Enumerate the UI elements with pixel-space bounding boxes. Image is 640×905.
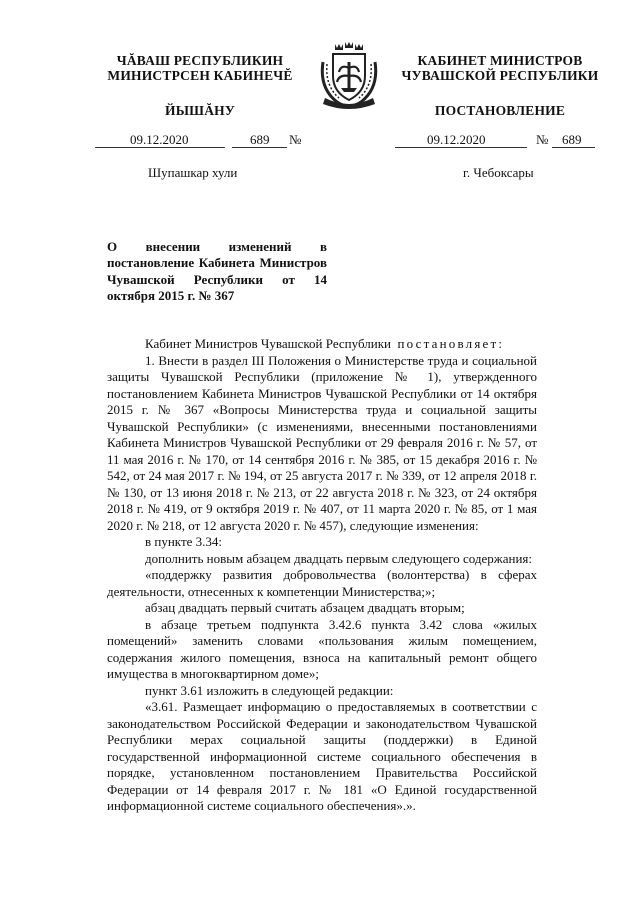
right-number-underline <box>552 147 595 148</box>
header-right-line2: ЧУВАШСКОЙ РЕСПУБЛИКИ <box>401 68 599 83</box>
header-right-line1: КАБИНЕТ МИНИСТРОВ <box>417 53 583 68</box>
left-number-sign: № <box>289 132 302 147</box>
body-paragraph: в пункте 3.34: <box>145 534 223 549</box>
body-paragraph: 1. Внести в раздел III Положения о Министерстве труда и социальной защиты Чувашской Республики (приложение № 1), утвержденного постановлением Кабинета Министров Чувашской Республики от 14 октября 2015 г. № 367 «Вопросы Министерства труда и социальной защиты Чувашской Республики» (с изменениями, внесенными постановлениями Кабинета Министров Чувашской Республики от 29 февраля 2016 г. № 57, от 11 мая 2016 г. № 170, от 14 сентября 2016 г. № 385, от 15 декабря 2016 г. № 542, от 24 мая 2017 г. № 194, от 25 августа 2017 г. № 339, от 12 апреля 2018 г. № 130, от 13 июня 2018 г. № 213, от 22 августа 2018 г. № 323, от 24 октября 2018 г. № 419, от 9 октября 2019 г. № 407, от 11 марта 2020 г. № 85, от 1 мая 2020 г. № 218, от 12 августа 2020 г. № 457), следующие изменения: <box>107 352 537 533</box>
right-city: г. Чебоксары <box>463 165 534 180</box>
right-number-sign: № <box>536 132 549 147</box>
body-paragraph: абзац двадцать первый считать абзацем двадцать вторым; <box>145 600 465 615</box>
left-date-underline <box>95 147 225 148</box>
header-left-kind: ЙЫШĂНУ <box>165 103 235 118</box>
left-number: 689 <box>250 132 270 147</box>
left-number-underline <box>232 147 287 148</box>
header-left-line2: МИНИСТРСЕН КАБИНЕЧĔ <box>107 68 293 83</box>
document-body <box>107 336 537 815</box>
header-left-block <box>100 53 300 83</box>
header-right-block <box>390 53 610 83</box>
header-right-kind: ПОСТАНОВЛЕНИЕ <box>434 103 566 118</box>
document-subject: О внесении изменений в постановление Кабинета Министров Чувашской Республики от 14 октября 2015 г. № 367 <box>107 239 327 304</box>
body-paragraph: в абзаце третьем подпункта 3.42.6 пункта 3.42 слова «жилых помещений» заменить словами «пользования жилым помещением, содержания жилого помещения, взноса на капитальный ремонт общего имущества в многоквартирном доме»; <box>107 616 537 681</box>
left-city: Шупашкар хули <box>148 165 238 180</box>
right-date: 09.12.2020 <box>427 132 486 147</box>
body-paragraph: «поддержку развития добровольчества (волонтерства) в сферах деятельности, отнесенных к компетенции Министерства;»; <box>107 567 537 599</box>
right-number: 689 <box>562 132 582 147</box>
right-date-underline <box>395 147 527 148</box>
intro-paragraph <box>107 336 537 353</box>
body-paragraph: пункт 3.61 изложить в следующей редакции: <box>145 682 394 698</box>
intro-spaced: постановляет: <box>397 336 505 351</box>
intro-prefix: Кабинет Министров Чувашской Республики <box>145 336 391 351</box>
body-paragraph: «3.61. Размещает информацию о предоставляемых в соответствии с законодательством Российской Федерации и законодательством Чувашской Республики мерах социальной защиты (поддержки) в Единой государственной информационной системе социального обеспечения в порядке, установленном постановлением Правительства Российской Федерации от 14 февраля 2017 г. № 181 «О Единой государственной информационной системе социального обеспечения».». <box>107 699 537 813</box>
left-date: 09.12.2020 <box>130 132 189 147</box>
body-paragraph: дополнить новым абзацем двадцать первым следующего содержания: <box>145 550 533 566</box>
header-left-line1: ЧĂВАШ РЕСПУБЛИКИН <box>116 53 284 68</box>
chuvash-emblem-icon <box>315 40 383 110</box>
